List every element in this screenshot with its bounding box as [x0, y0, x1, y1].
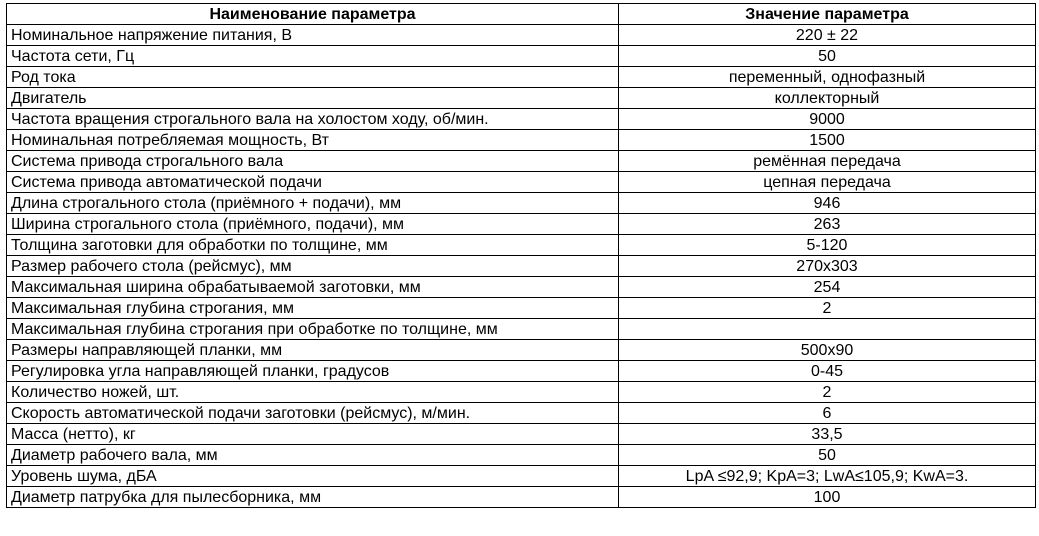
table-row — [7, 130, 1036, 151]
param-name-cell: Номинальная потребляемая мощность, Вт — [7, 130, 619, 151]
param-name-cell: Размеры направляющей планки, мм — [7, 340, 619, 361]
param-name-cell: Диаметр рабочего вала, мм — [7, 445, 619, 466]
table-row — [7, 298, 1036, 319]
table-row — [7, 172, 1036, 193]
param-value-cell: 5-120 — [619, 235, 1036, 256]
table-row — [7, 466, 1036, 487]
param-name-cell: Диаметр патрубка для пылесборника, мм — [7, 487, 619, 508]
param-value-cell: 263 — [619, 214, 1036, 235]
table-row — [7, 46, 1036, 67]
param-name-cell: Ширина строгального стола (приёмного, подачи), мм — [7, 214, 619, 235]
param-name-cell: Номинальное напряжение питания, В — [7, 25, 619, 46]
table-body — [7, 25, 1036, 508]
param-name-cell: Масса (нетто), кг — [7, 424, 619, 445]
param-name-cell: Максимальная глубина строгания при обработке по толщине, мм — [7, 319, 619, 340]
param-name-cell: Система привода строгального вала — [7, 151, 619, 172]
param-name-cell: Двигатель — [7, 88, 619, 109]
param-value-cell: 9000 — [619, 109, 1036, 130]
param-value-cell: 2 — [619, 298, 1036, 319]
table-row — [7, 340, 1036, 361]
param-value-cell: цепная передача — [619, 172, 1036, 193]
param-value-cell: 2 — [619, 382, 1036, 403]
param-name-cell: Частота вращения строгального вала на холостом ходу, об/мин. — [7, 109, 619, 130]
header-row — [7, 4, 1036, 25]
param-value-cell: 0-45 — [619, 361, 1036, 382]
param-value-cell — [619, 319, 1036, 340]
param-name-cell: Скорость автоматической подачи заготовки (рейсмус), м/мин. — [7, 403, 619, 424]
param-value-cell: ремённая передача — [619, 151, 1036, 172]
param-name-cell: Максимальная ширина обрабатываемой заготовки, мм — [7, 277, 619, 298]
param-name-cell: Регулировка угла направляющей планки, градусов — [7, 361, 619, 382]
param-value-cell: 50 — [619, 445, 1036, 466]
param-value-cell: 500x90 — [619, 340, 1036, 361]
table-row — [7, 277, 1036, 298]
param-name-cell: Род тока — [7, 67, 619, 88]
param-value-cell: 6 — [619, 403, 1036, 424]
param-value-cell: 100 — [619, 487, 1036, 508]
param-value-cell: коллекторный — [619, 88, 1036, 109]
param-value-cell: 220 ± 22 — [619, 25, 1036, 46]
table-header — [7, 4, 1036, 25]
param-name-cell: Уровень шума, дБА — [7, 466, 619, 487]
table-row — [7, 193, 1036, 214]
param-value-cell: LpA ≤92,9; KpA=3; LwA≤105,9; KwA=3. — [619, 466, 1036, 487]
header-param: Наименование параметра — [7, 4, 619, 25]
table-row — [7, 88, 1036, 109]
param-name-cell: Максимальная глубина строгания, мм — [7, 298, 619, 319]
param-name-cell: Размер рабочего стола (рейсмус), мм — [7, 256, 619, 277]
table-row — [7, 319, 1036, 340]
param-value-cell: 1500 — [619, 130, 1036, 151]
table-row — [7, 151, 1036, 172]
param-name-cell: Количество ножей, шт. — [7, 382, 619, 403]
table-row — [7, 109, 1036, 130]
param-value-cell: 254 — [619, 277, 1036, 298]
table-row — [7, 235, 1036, 256]
table-row — [7, 67, 1036, 88]
param-value-cell: 270x303 — [619, 256, 1036, 277]
param-name-cell: Система привода автоматической подачи — [7, 172, 619, 193]
header-value: Значение параметра — [619, 4, 1036, 25]
param-value-cell: переменный, однофазный — [619, 67, 1036, 88]
param-name-cell: Длина строгального стола (приёмного + подачи), мм — [7, 193, 619, 214]
table-row — [7, 424, 1036, 445]
table-row — [7, 382, 1036, 403]
param-value-cell: 33,5 — [619, 424, 1036, 445]
table-row — [7, 403, 1036, 424]
table-row — [7, 25, 1036, 46]
spec-table — [6, 3, 1036, 508]
table-row — [7, 361, 1036, 382]
param-value-cell: 946 — [619, 193, 1036, 214]
param-name-cell: Толщина заготовки для обработки по толщине, мм — [7, 235, 619, 256]
param-value-cell: 50 — [619, 46, 1036, 67]
table-row — [7, 487, 1036, 508]
table-row — [7, 214, 1036, 235]
param-name-cell: Частота сети, Гц — [7, 46, 619, 67]
table-row — [7, 445, 1036, 466]
table-row — [7, 256, 1036, 277]
